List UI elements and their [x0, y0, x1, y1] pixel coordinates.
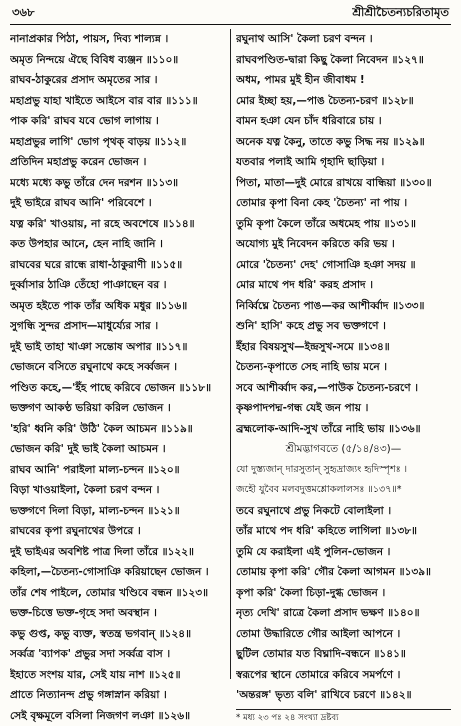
- verse-line: জহৌ যুবৈব মলবদুত্তমশ্লোকলালসঃ ॥১৩৭॥*: [236, 480, 451, 501]
- verse-line: শুনি' হাসি' কহে প্রভু সব ভক্তগণে ।: [236, 316, 451, 337]
- verse-line: অমৃত হইতে পাক তাঁর অধিক মধুর ॥১১৬॥: [10, 296, 225, 317]
- verse-line: রাঘবপণ্ডিত-দ্বারা কিছু কৈলা নিবেদন ॥১২৭॥: [236, 50, 451, 71]
- verse-line: স্বরূপের স্থানে তোমারে করিবে সমর্পণে ।: [236, 665, 451, 686]
- verse-reference: শ্রীমদ্ভাগবতে (৫/১৪/৪৩)—: [236, 439, 451, 460]
- verse-line: যত্ন করি' খাওয়ায়, না রহে অবশেষে ॥১১৪॥: [10, 214, 225, 235]
- verse-line: যতবার পলাই আমি গৃহাদি ছাড়িয়া ।: [236, 152, 451, 173]
- verse-line: মহাপ্রভু যাহা খাইতে আইসে বার বার ॥১১১॥: [10, 91, 225, 112]
- verse-line: অযোগ্য মুই নিবেদন করিতে করি ভয় ।: [236, 234, 451, 255]
- verse-line: প্রাতে নিত্যানন্দ প্রভু গঙ্গাস্নান করিয়া ।: [10, 685, 225, 706]
- footnote: * মধ্য ২৩ পঃ ২৪ সংখ্যা দ্রষ্টব্য: [236, 710, 451, 726]
- verse-line: অনেক যত্ন কৈনু, তাতে কভু সিদ্ধ নয় ॥১২৯॥: [236, 132, 451, 153]
- verse-line: পাক করি' রাঘব যবে ভোগ লাগায় ।: [10, 111, 225, 132]
- verse-line: কভু গুপ্ত, কভু ব্যক্ত, স্বতন্ত্র ভগবান্ ॥১২৪॥: [10, 624, 225, 645]
- right-column-verses: [236, 29, 451, 439]
- verse-line: তাঁর মাথে পদ ধরি' কহিতে লাগিলা ॥১৩৮॥: [236, 521, 451, 542]
- page-header: [10, 4, 451, 25]
- verse-line: চৈতন্য-কৃপাতে সেহ নাহি ভায় মনে ।: [236, 357, 451, 378]
- verse-line: অমৃত নিন্দয়ে ঐছে বিবিধ ব্যঞ্জন ॥১১০॥: [10, 50, 225, 71]
- verse-line: তুমি কৃপা কৈলে তাঁরে অধমেহ পায় ॥১৩১॥: [236, 214, 451, 235]
- verse-line: রাঘবের কৃপা রঘুনাথের উপরে ।: [10, 521, 225, 542]
- verse-line: ব্রহ্মলোক-আদি-সুখ তাঁরে নাহি ভায় ॥১৩৬॥: [236, 419, 451, 440]
- verse-line: রাঘবের ঘরে রান্ধে রাধা-ঠাকুরাণী ॥১১৫॥: [10, 255, 225, 276]
- verse-line: ভক্ত-চিত্তে ভক্ত-গৃহে সদা অবস্থান ।: [10, 603, 225, 624]
- verse-line: রাঘব আনি' পরাইলা মাল্য-চন্দন ॥১২০॥: [10, 460, 225, 481]
- verse-line: তোমা উদ্ধারিতে গৌর আইলা আপনে ।: [236, 624, 451, 645]
- verse-line: মোর ইচ্ছা হয়,—পাঙ চৈতন্য-চরণ ॥১২৮॥: [236, 91, 451, 112]
- verse-line: 'অন্তরঙ্গ' ভৃত্য বলি' রাখিবে চরণে ॥১৪২॥: [236, 685, 451, 706]
- verse-line: মধ্যে মধ্যে কভু তাঁরে দেন দরশন ॥১১৩॥: [10, 173, 225, 194]
- verse-line: ছুটিল তোমার যত বিঘ্নাদি-বন্ধনে ॥১৪১॥: [236, 644, 451, 665]
- verse-line: বিড়া খাওয়াইলা, কৈলা চরণ বন্দন ।: [10, 480, 225, 501]
- verse-line: রাঘব-ঠাকুরের প্রসাদ অমৃতের সার ।: [10, 70, 225, 91]
- verse-line: তাঁর শেষ পাইলে, তোমার খণ্ডিবে বন্ধন ॥১২৩॥: [10, 583, 225, 604]
- verse-line: মোরে 'চৈতন্য' দেহ' গোসাঞি হঞা সদয় ॥: [236, 255, 451, 276]
- right-column: [236, 29, 451, 679]
- verse-line: মোর মাথে পদ ধরি' করহ প্রসাদ ।: [236, 275, 451, 296]
- verse-line: নানাপ্রকার পিঠা, পায়স, দিব্য শাল্যন্ন ।: [10, 29, 225, 50]
- verse-line: দুর্ব্বাসার ঠাঞি তেঁহো পাঞাছেন বর ।: [10, 275, 225, 296]
- verse-line: দুই ভাইরে রাঘব আনি' পরিবেশে ।: [10, 193, 225, 214]
- verse-line: প্রতিদিন মহাপ্রভু করেন ভোজন ।: [10, 152, 225, 173]
- left-column: [10, 29, 225, 679]
- running-title: শ্রীশ্রীচৈতন্যচরিতামৃত: [352, 4, 449, 23]
- verse-line: অধম, পামর মুই হীন জীবাধম !: [236, 70, 451, 91]
- verse-line: বামন হঞা যেন চাঁদ ধরিবারে চায় ।: [236, 111, 451, 132]
- column-divider: [230, 29, 231, 679]
- verse-line: পণ্ডিত কহে,—'ইঁহ পাছে করিবে ভোজন ॥১১৮॥: [10, 378, 225, 399]
- verse-line: সুগন্ধি সুন্দর প্রসাদ—মাধুর্য্যের সার ।: [10, 316, 225, 337]
- verse-line: দুই ভাইএর অবশিষ্ট পাত্র দিলা তাঁরে ॥১২২॥: [10, 542, 225, 563]
- verse-line: সবে আশীর্ব্বাদ কর,—পাউক চৈতন্য-চরণে ।: [236, 378, 451, 399]
- text-columns: [10, 29, 451, 679]
- verse-line: ভোজনে বসিতে রঘুনাথে কহে সর্ব্বজন ।: [10, 357, 225, 378]
- verse-line: সর্ব্বত্র 'ব্যাপক' প্রভুর সদা সর্ব্বত্র বাস ।: [10, 644, 225, 665]
- verse-line: তোমায় কৃপা করি' গৌর কৈলা আগমন ॥১৩৯॥: [236, 562, 451, 583]
- verse-line: তবে রঘুনাথে প্রভু নিকটে বোলাইলা ।: [236, 501, 451, 522]
- verse-line: কৃপা করি' কৈলা চিড়া-দুগ্ধ ভোজন ।: [236, 583, 451, 604]
- verse-line: নির্ব্বিঘ্নে চৈতন্য পাঙ—কর আশীর্ব্বাদ ॥১৩৩॥: [236, 296, 451, 317]
- verse-line: ভোজন করি' দুই ভাই কৈলা আচমন ।: [10, 439, 225, 460]
- verse-line: ইঁহার বিষয়সুখ—ইন্দ্রসুখ-সমে ॥১৩৪॥: [236, 337, 451, 358]
- verse-line: তুমি যে করাইলা এই পুলিন-ভোজন ।: [236, 542, 451, 563]
- sanskrit-verse: [236, 460, 451, 501]
- verse-line: পিতা, মাতা—দুই মোরে রাখয়ে বান্ধিয়া ॥১৩০॥: [236, 173, 451, 194]
- verse-line: 'হরি' ধ্বনি করি' উঠি' কৈল আচমন ॥১১৯॥: [10, 419, 225, 440]
- right-column-verses-continued: [236, 501, 451, 706]
- verse-line: রঘুনাথ আসি' কৈলা চরণ বন্দন ।: [236, 29, 451, 50]
- verse-line: তোমার কৃপা বিনা কেহ 'চৈতন্য' না পায় ।: [236, 193, 451, 214]
- verse-line: কহিলা,—চৈতন্য-গোসাঞি করিয়াছেন ভোজন ।: [10, 562, 225, 583]
- verse-line: যো দুস্ত্যজান্ দারসুতান্ সুহৃদ্রাজ্যং হৃদিস্পৃশঃ ।: [236, 460, 451, 481]
- verse-line: ভক্তগণ আকণ্ঠ ভরিয়া করিল ভোজন ।: [10, 398, 225, 419]
- verse-line: দুই ভাই তাহা খাঞা সন্তোষ অপার ॥১১৭॥: [10, 337, 225, 358]
- verse-line: ইহাতে সংশয় যার, সেই যায় নাশ ॥১২৫॥: [10, 665, 225, 686]
- verse-line: সেই বৃক্ষমূলে বসিলা নিজগণ লঞা ॥১২৬॥: [10, 706, 225, 726]
- page-number: ৩৬৮: [12, 4, 34, 23]
- verse-line: নৃত্য দেখি' রাত্রে কৈলা প্রসাদ ভক্ষণ ॥১৪০॥: [236, 603, 451, 624]
- verse-line: মহাপ্রভুর লাগি' ভোগ পৃথক্ বাড়য় ॥১১২॥: [10, 132, 225, 153]
- verse-line: ভক্তগণে দিলা বিড়া, মাল্য-চন্দন ॥১২১॥: [10, 501, 225, 522]
- verse-line: কত উপহার আনে, হেন নাহি জানি ।: [10, 234, 225, 255]
- verse-line: কৃষ্ণপাদপদ্ম-গন্ধ যেই জন পায় ।: [236, 398, 451, 419]
